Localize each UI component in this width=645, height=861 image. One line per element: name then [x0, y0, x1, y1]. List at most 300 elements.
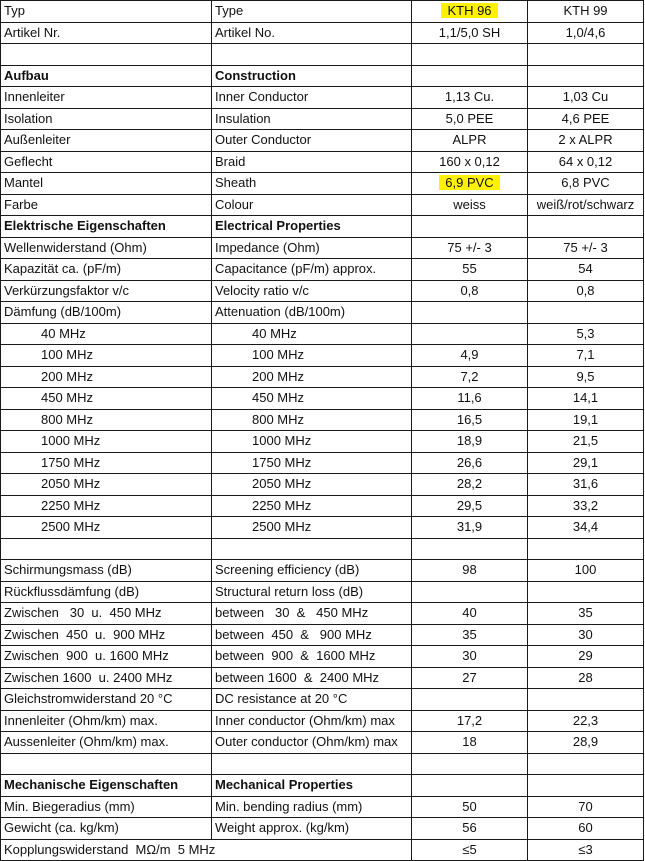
english-label — [212, 409, 412, 431]
kth99-value — [528, 388, 644, 410]
german-label — [1, 388, 212, 410]
german-label — [1, 646, 212, 668]
spec-row — [1, 280, 644, 302]
kth99-value-text: 75 +/- 3 — [563, 239, 608, 255]
kth99-value — [528, 1, 644, 23]
kth96-value-text: 29,5 — [456, 497, 483, 513]
english-label-text: Min. bending radius (mm) — [215, 798, 363, 814]
german-label-text: Außenleiter — [4, 132, 71, 148]
german-label — [1, 495, 212, 517]
spec-row — [1, 667, 644, 689]
kth96-value — [412, 87, 528, 109]
english-label — [212, 173, 412, 195]
kth99-value — [528, 667, 644, 689]
kth96-value — [412, 538, 528, 560]
kth96-value — [412, 302, 528, 324]
german-label — [1, 44, 212, 66]
kth96-value — [412, 194, 528, 216]
kth96-value-text: 7,2 — [460, 368, 479, 384]
kth99-value-text: 9,5 — [576, 368, 595, 384]
german-label — [1, 775, 212, 797]
german-label — [1, 452, 212, 474]
english-label-text: 2250 MHz — [252, 497, 312, 513]
kth99-value — [528, 216, 644, 238]
german-label — [1, 474, 212, 496]
german-label — [1, 560, 212, 582]
kth99-value — [528, 796, 644, 818]
english-label-text: Colour — [215, 196, 254, 212]
spec-row — [1, 173, 644, 195]
kth99-value — [528, 689, 644, 711]
spec-row — [1, 151, 644, 173]
english-label — [212, 259, 412, 281]
german-label — [1, 603, 212, 625]
german-label — [1, 151, 212, 173]
spec-row — [1, 87, 644, 109]
spec-row — [1, 1, 644, 23]
kth96-value — [412, 474, 528, 496]
kth99-value — [528, 366, 644, 388]
kth99-value — [528, 474, 644, 496]
kth99-value — [528, 732, 644, 754]
spec-row — [1, 495, 644, 517]
kth96-value-text: 50 — [462, 798, 477, 814]
german-label-text: Min. Biegeradius (mm) — [4, 798, 135, 814]
kth96-value-text: 1,13 Cu. — [444, 89, 495, 105]
german-label — [1, 409, 212, 431]
english-label — [212, 517, 412, 539]
german-label — [1, 173, 212, 195]
kth96-value — [412, 646, 528, 668]
spec-row — [1, 216, 644, 238]
kth96-value-text: ≤5 — [462, 841, 477, 857]
german-label-text: Zwischen 900 u. 1600 MHz — [4, 648, 169, 664]
english-label — [212, 151, 412, 173]
kth99-value-text: 1,0/4,6 — [565, 24, 606, 40]
spec-row — [1, 108, 644, 130]
english-label — [212, 474, 412, 496]
english-label — [212, 345, 412, 367]
english-label — [212, 495, 412, 517]
german-label — [1, 130, 212, 152]
german-label — [1, 710, 212, 732]
kth99-value — [528, 753, 644, 775]
kth99-value-text: 5,3 — [576, 325, 595, 341]
german-label-text: Elektrische Eigenschaften — [4, 218, 166, 234]
kth96-value-text: 17,2 — [456, 712, 483, 728]
english-label-text: Weight approx. (kg/km) — [215, 820, 350, 836]
kth99-value-text: 7,1 — [576, 347, 595, 363]
kth99-value-text: 28,9 — [572, 734, 599, 750]
kth99-value — [528, 560, 644, 582]
english-label-text: Outer Conductor — [215, 132, 312, 148]
english-label-text: Sheath — [215, 175, 257, 191]
spec-row — [1, 710, 644, 732]
english-label — [212, 302, 412, 324]
kth96-value-text: weiss — [453, 196, 486, 212]
english-label — [212, 818, 412, 840]
kth96-value — [412, 667, 528, 689]
kth96-value — [412, 818, 528, 840]
kth99-value — [528, 839, 644, 861]
german-label-text: Innenleiter (Ohm/km) max. — [4, 712, 158, 728]
kth96-value-text: 5,0 PEE — [445, 110, 494, 126]
german-label — [1, 345, 212, 367]
english-label-text: 1750 MHz — [252, 454, 312, 470]
spec-row — [1, 44, 644, 66]
spec-table-body — [1, 1, 644, 861]
kth99-value-text: 33,2 — [572, 497, 599, 513]
kth96-value — [412, 732, 528, 754]
german-label-text: Kopplungswiderstand MΩ/m 5 MHz — [4, 841, 216, 857]
kth99-value — [528, 538, 644, 560]
kth99-value — [528, 108, 644, 130]
english-label-text: Artikel No. — [215, 24, 275, 40]
german-label-text: 200 MHz — [41, 368, 94, 384]
spec-row — [1, 624, 644, 646]
kth99-value-text: 29,1 — [572, 454, 599, 470]
kth99-value — [528, 775, 644, 797]
kth96-value-text: 160 x 0,12 — [439, 153, 500, 169]
kth99-value-text: 6,8 PVC — [561, 175, 610, 191]
spec-row — [1, 775, 644, 797]
kth96-value — [412, 603, 528, 625]
kth99-value — [528, 302, 644, 324]
german-label — [1, 22, 212, 44]
kth96-value — [412, 517, 528, 539]
english-label-text: between 450 & 900 MHz — [215, 626, 372, 642]
english-label-text: 1000 MHz — [252, 433, 312, 449]
english-label-text: Impedance (Ohm) — [215, 239, 320, 255]
english-label — [212, 323, 412, 345]
kth96-value-text: 40 — [462, 605, 477, 621]
spec-row — [1, 302, 644, 324]
german-label-text: Gleichstromwiderstand 20 °C — [4, 691, 173, 707]
german-label — [1, 689, 212, 711]
english-label — [212, 44, 412, 66]
kth96-value-text: 26,6 — [456, 454, 483, 470]
spec-row — [1, 689, 644, 711]
english-label-text: Mechanical Properties — [215, 777, 353, 793]
kth99-value — [528, 818, 644, 840]
english-label-text: between 900 & 1600 MHz — [215, 648, 376, 664]
kth99-value-text: 30 — [578, 626, 593, 642]
kth99-value-text: ≤3 — [578, 841, 593, 857]
german-label-text: Artikel Nr. — [4, 24, 61, 40]
german-label-text: Kapazität ca. (pF/m) — [4, 261, 122, 277]
english-label — [212, 560, 412, 582]
spec-row — [1, 22, 644, 44]
kth99-value — [528, 22, 644, 44]
german-label — [1, 1, 212, 23]
spec-row — [1, 431, 644, 453]
kth99-value — [528, 65, 644, 87]
english-label — [212, 710, 412, 732]
english-label-text: Screening efficiency (dB) — [215, 562, 360, 578]
kth96-value — [412, 775, 528, 797]
kth96-value-text: 55 — [462, 261, 477, 277]
german-label — [1, 366, 212, 388]
german-label-text: Verkürzungsfaktor v/c — [4, 282, 129, 298]
english-label-text: Structural return loss (dB) — [215, 583, 364, 599]
english-label-text: between 30 & 450 MHz — [215, 605, 369, 621]
kth99-value — [528, 44, 644, 66]
german-label-text: 100 MHz — [41, 347, 94, 363]
english-label — [212, 237, 412, 259]
kth96-value-text: 1,1/5,0 SH — [438, 24, 501, 40]
english-label — [212, 732, 412, 754]
kth99-value-text: 19,1 — [572, 411, 599, 427]
kth96-value — [412, 44, 528, 66]
english-label — [212, 624, 412, 646]
english-label — [212, 753, 412, 775]
english-label-text: Inner conductor (Ohm/km) max — [215, 712, 395, 728]
kth99-value-text: 70 — [578, 798, 593, 814]
spec-row — [1, 130, 644, 152]
german-label-text: Schirmungsmass (dB) — [4, 562, 132, 578]
english-label — [212, 216, 412, 238]
kth99-value-text: 28 — [578, 669, 593, 685]
kth99-value-text: 0,8 — [576, 282, 595, 298]
german-label — [1, 65, 212, 87]
kth96-value — [412, 173, 528, 195]
spec-row — [1, 732, 644, 754]
german-label — [1, 732, 212, 754]
german-label — [1, 108, 212, 130]
english-label-text: Type — [215, 3, 244, 19]
german-label-text: Gewicht (ca. kg/km) — [4, 820, 119, 836]
spec-row — [1, 646, 644, 668]
english-label-text: 450 MHz — [252, 390, 305, 406]
kth96-value-text: 18 — [462, 734, 477, 750]
german-label-text: 450 MHz — [41, 390, 94, 406]
german-label — [1, 87, 212, 109]
english-label — [212, 108, 412, 130]
spec-row — [1, 538, 644, 560]
german-label — [1, 431, 212, 453]
english-label-text: 200 MHz — [252, 368, 305, 384]
kth99-value-text: 4,6 PEE — [561, 110, 610, 126]
kth99-value — [528, 259, 644, 281]
kth96-value — [412, 388, 528, 410]
german-label-text: Innenleiter — [4, 89, 65, 105]
kth99-value-text: KTH 99 — [563, 3, 608, 19]
spec-row — [1, 65, 644, 87]
kth99-value-text: 35 — [578, 605, 593, 621]
english-label — [212, 388, 412, 410]
kth96-value — [412, 366, 528, 388]
kth96-value — [412, 689, 528, 711]
kth96-value-text: 27 — [462, 669, 477, 685]
kth96-value — [412, 796, 528, 818]
kth96-value — [412, 1, 528, 23]
kth96-value — [412, 280, 528, 302]
spec-row — [1, 474, 644, 496]
kth96-value — [412, 431, 528, 453]
german-label — [1, 753, 212, 775]
kth96-value-text: ALPR — [452, 132, 487, 148]
kth96-value-text: 11,6 — [457, 390, 482, 406]
english-label-text: 2050 MHz — [252, 476, 312, 492]
kth99-value — [528, 581, 644, 603]
kth99-value — [528, 452, 644, 474]
german-label — [1, 194, 212, 216]
german-label — [1, 237, 212, 259]
kth96-value — [412, 495, 528, 517]
english-label-text: 100 MHz — [252, 347, 305, 363]
spec-row — [1, 560, 644, 582]
spec-row — [1, 796, 644, 818]
kth99-value-text: weiß/rot/schwarz — [536, 196, 635, 212]
german-label — [1, 581, 212, 603]
kth96-value-text: 35 — [462, 626, 477, 642]
kth96-value — [412, 130, 528, 152]
spec-row — [1, 194, 644, 216]
kth96-value-text: KTH 96 — [441, 3, 497, 18]
spec-row — [1, 517, 644, 539]
kth99-value-text: 2 x ALPR — [558, 132, 613, 148]
english-label — [212, 1, 412, 23]
english-label-text: Construction — [215, 67, 296, 83]
german-label-text: Isolation — [4, 110, 53, 126]
english-label-text: Braid — [215, 153, 246, 169]
kth99-value — [528, 624, 644, 646]
english-label — [212, 130, 412, 152]
spec-row — [1, 753, 644, 775]
kth96-value-text: 98 — [462, 562, 477, 578]
kth96-value — [412, 108, 528, 130]
kth96-value — [412, 710, 528, 732]
kth99-value — [528, 345, 644, 367]
kth99-value-text: 54 — [578, 261, 593, 277]
german-label-text: Mechanische Eigenschaften — [4, 777, 179, 793]
german-label — [1, 323, 212, 345]
kth99-value — [528, 495, 644, 517]
english-label-text: Velocity ratio v/c — [215, 282, 309, 298]
english-label-text: Electrical Properties — [215, 218, 341, 234]
german-label — [1, 216, 212, 238]
kth99-value — [528, 710, 644, 732]
german-label-text: Rückflussdämfung (dB) — [4, 583, 140, 599]
kth99-value-text: 1,03 Cu — [562, 89, 609, 105]
kth96-value-text: 75 +/- 3 — [447, 239, 492, 255]
spec-row — [1, 409, 644, 431]
kth99-value-text: 100 — [574, 562, 597, 578]
kth96-value — [412, 345, 528, 367]
german-label — [1, 818, 212, 840]
kth99-value-text: 29 — [578, 648, 593, 664]
spec-row — [1, 839, 644, 861]
german-label-text: Zwischen 1600 u. 2400 MHz — [4, 669, 173, 685]
kth99-value-text: 14,1 — [572, 390, 599, 406]
german-label-text: Aussenleiter (Ohm/km) max. — [4, 734, 169, 750]
english-label — [212, 452, 412, 474]
kth96-value — [412, 560, 528, 582]
spec-row — [1, 259, 644, 281]
kth99-value-text: 31,6 — [572, 476, 599, 492]
kth96-value — [412, 452, 528, 474]
kth99-value — [528, 409, 644, 431]
english-label-text: Outer conductor (Ohm/km) max — [215, 734, 398, 750]
german-label-text: Zwischen 30 u. 450 MHz — [4, 605, 162, 621]
spec-row — [1, 581, 644, 603]
kth96-value — [412, 624, 528, 646]
english-label-text: Insulation — [215, 110, 271, 126]
spec-row — [1, 452, 644, 474]
german-label — [1, 538, 212, 560]
kth96-value — [412, 237, 528, 259]
english-label — [212, 366, 412, 388]
kth99-value — [528, 194, 644, 216]
german-label-text: 800 MHz — [41, 411, 94, 427]
german-label-text: 1750 MHz — [41, 454, 101, 470]
kth96-value — [412, 581, 528, 603]
english-label — [212, 667, 412, 689]
kth96-value — [412, 323, 528, 345]
english-label — [212, 796, 412, 818]
kth99-value-text: 22,3 — [572, 712, 599, 728]
kth96-value — [412, 65, 528, 87]
english-label — [212, 87, 412, 109]
english-label-text: 2500 MHz — [252, 519, 312, 535]
german-label — [1, 280, 212, 302]
german-label-text: 2050 MHz — [41, 476, 101, 492]
kth99-value — [528, 646, 644, 668]
german-label — [1, 259, 212, 281]
kth96-value-text: 18,9 — [456, 433, 483, 449]
kth99-value — [528, 237, 644, 259]
english-label — [212, 280, 412, 302]
english-label — [212, 65, 412, 87]
german-label-text: Geflecht — [4, 153, 53, 169]
kth99-value-text: 60 — [578, 820, 593, 836]
kth99-value — [528, 151, 644, 173]
kth99-value — [528, 323, 644, 345]
german-label-text: Zwischen 450 u. 900 MHz — [4, 626, 166, 642]
kth96-value-text: 4,9 — [460, 347, 479, 363]
spec-row — [1, 366, 644, 388]
german-label-text: Dämfung (dB/100m) — [4, 304, 122, 320]
english-label-text: Inner Conductor — [215, 89, 309, 105]
german-label-text: 2500 MHz — [41, 519, 101, 535]
kth96-value — [412, 409, 528, 431]
spec-row — [1, 818, 644, 840]
german-label-text: Farbe — [4, 196, 38, 212]
kth99-value — [528, 87, 644, 109]
german-label-text: 1000 MHz — [41, 433, 101, 449]
german-label-text: 40 MHz — [41, 325, 86, 341]
kth99-value-text: 34,4 — [572, 519, 599, 535]
english-label — [212, 538, 412, 560]
german-label-text: Mantel — [4, 175, 44, 191]
spec-row — [1, 388, 644, 410]
german-label-text: Typ — [4, 3, 25, 19]
english-label-text: Attenuation (dB/100m) — [215, 304, 346, 320]
english-label-text: Capacitance (pF/m) approx. — [215, 261, 377, 277]
kth99-value-text: 21,5 — [572, 433, 599, 449]
kth96-value — [412, 753, 528, 775]
kth96-value — [412, 216, 528, 238]
kth96-value-text: 28,2 — [456, 476, 483, 492]
kth99-value — [528, 173, 644, 195]
kth99-value — [528, 431, 644, 453]
english-label-text: 40 MHz — [252, 325, 297, 341]
english-label-text: between 1600 & 2400 MHz — [215, 669, 380, 685]
english-label — [212, 775, 412, 797]
german-label — [1, 624, 212, 646]
english-label — [212, 431, 412, 453]
german-label — [1, 667, 212, 689]
